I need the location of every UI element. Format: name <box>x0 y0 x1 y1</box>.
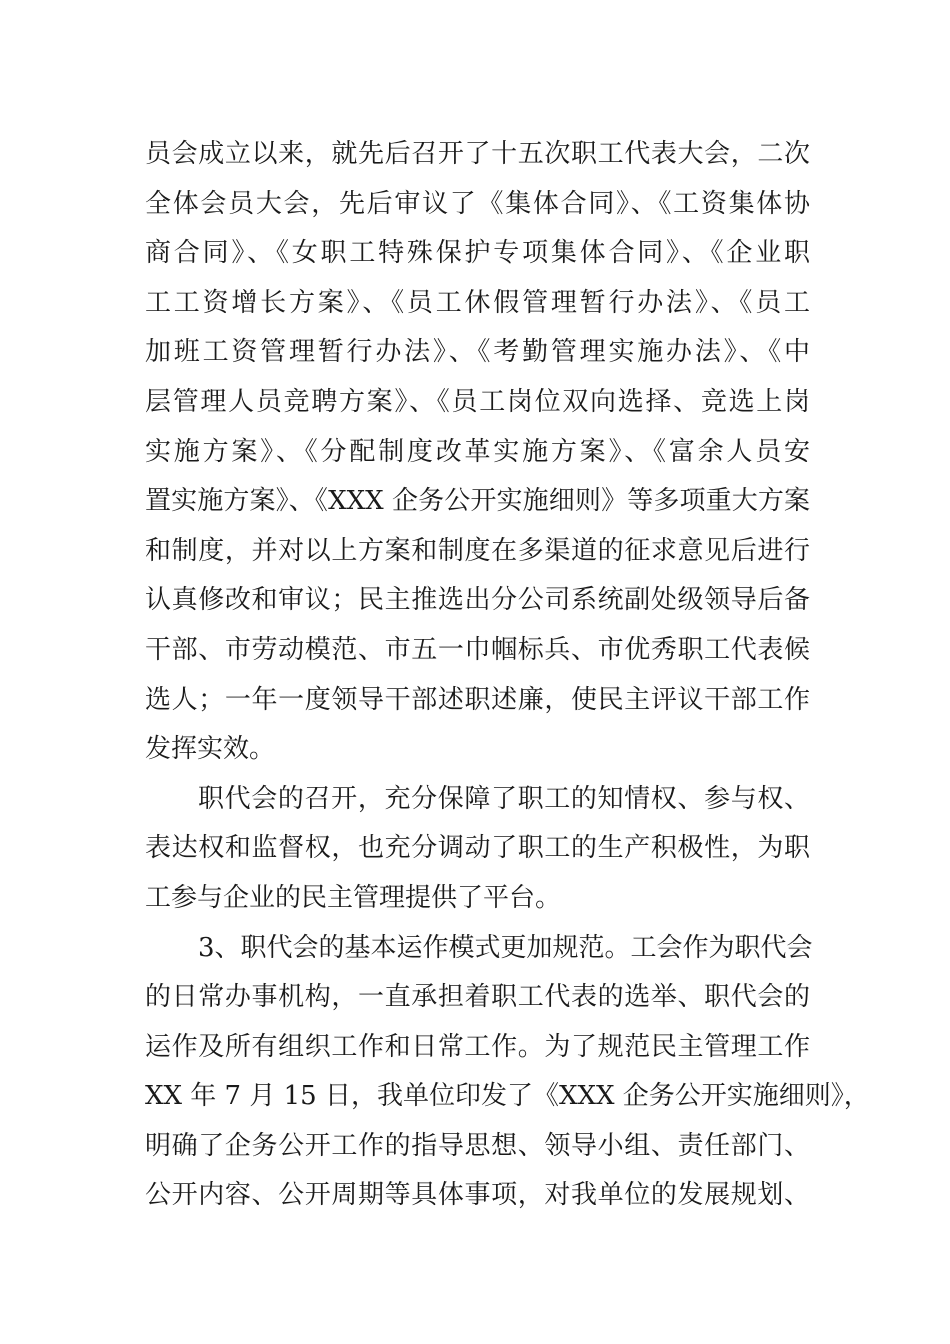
text-line: XX 年 7 月 15 日，我单位印发了《XXX 企务公开实施细则》， <box>145 1081 870 1112</box>
text-line: 加班工资管理暂行办法》、《考勤管理实施办法》、《中 <box>145 337 810 368</box>
text-line: 职代会的召开，充分保障了职工的知情权、参与权、 <box>198 783 810 814</box>
text-line: 层管理人员竞聘方案》、《员工岗位双向选择、竞选上岗 <box>145 386 810 417</box>
paragraph-1 <box>145 130 810 775</box>
text-line: 置实施方案》、《XXX 企务公开实施细则》等多项重大方案 <box>145 486 810 517</box>
text-line: 发挥实效。 <box>145 734 276 765</box>
text-line: 运作及所有组织工作和日常工作。为了规范民主管理工作 <box>145 1031 810 1062</box>
paragraph-3 <box>145 924 870 1222</box>
body-text <box>145 130 870 1221</box>
paragraph-2 <box>145 775 810 924</box>
text-line: 工工资增长方案》、《员工休假管理暂行办法》、《员工 <box>145 287 810 318</box>
text-line: 表达权和监督权，也充分调动了职工的生产积极性，为职 <box>145 833 810 864</box>
text-line: 公开内容、公开周期等具体事项，对我单位的发展规划、 <box>145 1180 810 1211</box>
text-line: 明确了企务公开工作的指导思想、领导小组、责任部门、 <box>145 1130 810 1161</box>
text-line: 认真修改和审议；民主推选出分公司系统副处级领导后备 <box>145 585 810 616</box>
text-line: 干部、市劳动模范、市五一巾帼标兵、市优秀职工代表候 <box>145 634 810 665</box>
text-line: 全体会员大会，先后审议了《集体合同》、《工资集体协 <box>145 188 810 219</box>
text-line: 实施方案》、《分配制度改革实施方案》、《富余人员安 <box>145 436 810 467</box>
text-line: 选人；一年一度领导干部述职述廉，使民主评议干部工作 <box>145 684 810 715</box>
text-line: 的日常办事机构，一直承担着职工代表的选举、职代会的 <box>145 982 810 1013</box>
text-line: 商合同》、《女职工特殊保护专项集体合同》、《企业职 <box>145 238 810 269</box>
text-line: 员会成立以来，就先后召开了十五次职工代表大会，二次 <box>145 139 810 169</box>
text-line: 3、职代会的基本运作模式更加规范。工会作为职代会 <box>198 932 813 963</box>
text-line: 和制度，并对以上方案和制度在多渠道的征求意见后进行 <box>145 535 810 566</box>
text-line: 工参与企业的民主管理提供了平台。 <box>145 882 562 913</box>
